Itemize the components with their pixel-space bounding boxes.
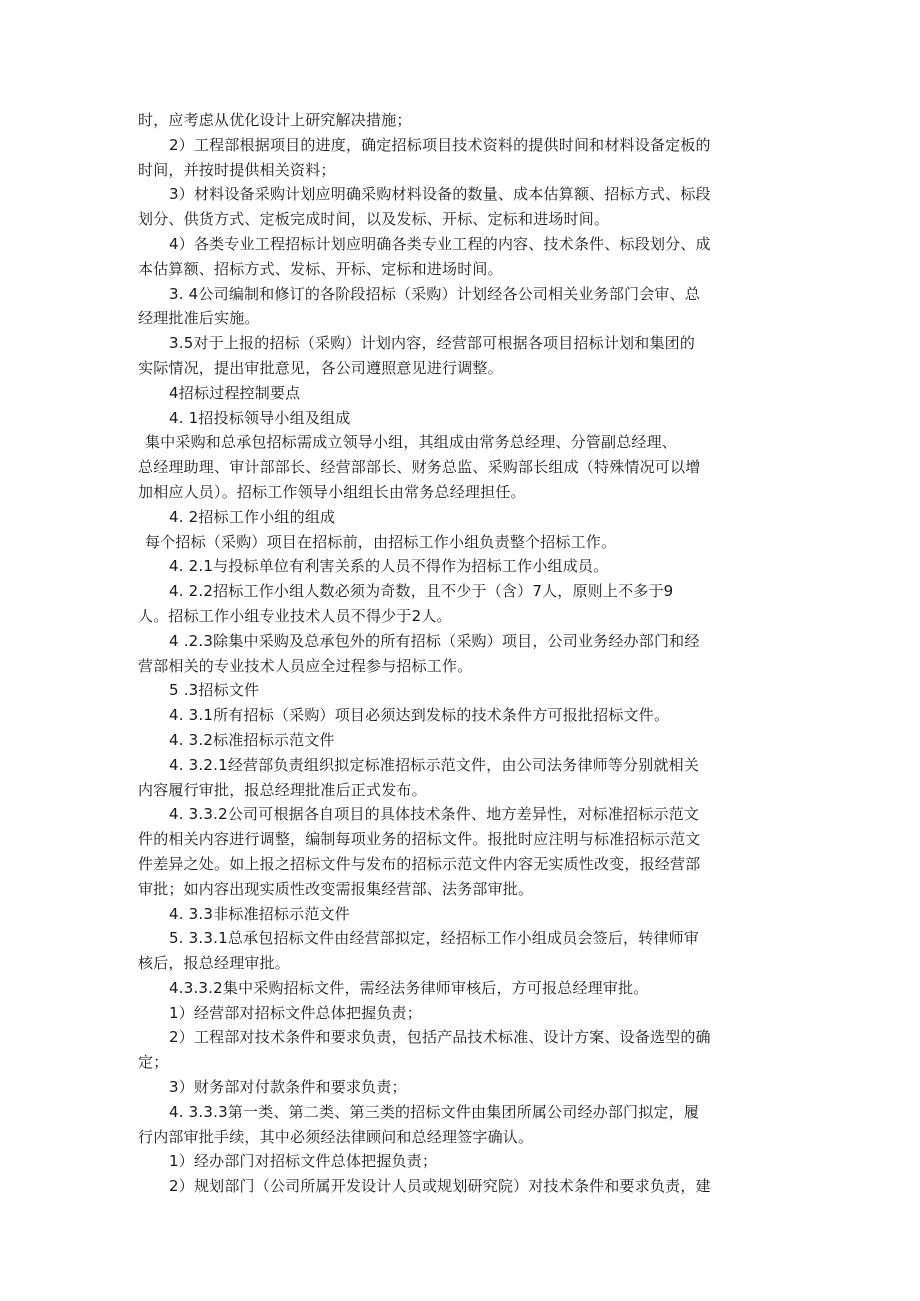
text-line: 1）经营部对招标文件总体把握负责； — [169, 1003, 422, 1022]
text-line: 本估算额、招标方式、发标、开标、定标和进场时间。 — [138, 259, 503, 278]
text-line: 集中采购和总承包招标需成立领导小组，其组成由常务总经理、分管副总经理、 — [145, 433, 678, 452]
text-line: 内容履行审批，报总经理批准后正式发布。 — [138, 780, 427, 799]
text-line: 4. 2.1与投标单位有利害关系的人员不得作为招标工作小组成员。 — [169, 557, 609, 576]
text-line: 2）工程部对技术条件和要求负责，包括产品技术标准、设计方案、设备选型的确 — [169, 1028, 711, 1047]
text-line: 人。招标工作小组专业技术人员不得少于2人。 — [138, 606, 452, 625]
text-line: 件的相关内容进行调整，编制每项业务的招标文件。报批时应注明与标准招标示范文 — [138, 830, 701, 849]
text-line: 经理批准后实施。 — [138, 309, 260, 328]
text-line: 时间，并按时提供相关资料； — [138, 160, 336, 179]
text-line: 4. 3.1所有招标（采购）项目必须达到发标的技术条件方可报批招标文件。 — [169, 706, 670, 725]
text-line: 2）工程部根据项目的进度，确定招标项目技术资料的提供时间和材料设备定板的 — [169, 135, 711, 154]
text-line: 5 .3招标文件 — [169, 681, 260, 700]
text-line: 定； — [138, 1053, 169, 1072]
text-line: 4. 3.2.1经营部负责组织拟定标准招标示范文件，由公司法务律师等分别就相关 — [169, 755, 700, 774]
text-line: 3）材料设备采购计划应明确采购材料设备的数量、成本估算额、招标方式、标段 — [169, 185, 711, 204]
text-line: 时，应考虑从优化设计上研究解决措施； — [138, 111, 412, 129]
text-line: 2）规划部门（公司所属开发设计人员或规划研究院）对技术条件和要求负责，建 — [169, 1177, 711, 1196]
text-line: 3）财务部对付款条件和要求负责； — [169, 1078, 407, 1097]
text-line: 审批；如内容出现实质性改变需报集经营部、法务部审批。 — [138, 879, 534, 898]
text-line: 4 .2.3除集中采购及总承包外的所有招标（采购）项目，公司业务经办部门和经 — [169, 631, 700, 650]
text-line: 核后，报总经理审批。 — [138, 954, 291, 973]
text-line: 4.3.3.2集中采购招标文件，需经法务律师审核后，方可报总经理审批。 — [169, 978, 649, 997]
text-line: 4. 2.2招标工作小组人数必须为奇数，且不少于（含）7人，原则上不多于9 — [169, 582, 674, 601]
text-line: 每个招标（采购）项目在招标前，由招标工作小组负责整个招标工作。 — [145, 532, 617, 551]
text-line: 5. 3.3.1总承包招标文件由经营部拟定，经招标工作小组成员会签后，转律师审 — [169, 929, 700, 948]
text-line: 4. 2招标工作小组的组成 — [169, 507, 336, 526]
text-line: 营部相关的专业技术人员应全过程参与招标工作。 — [138, 656, 473, 675]
text-line: 3.5对于上报的招标（采购）计划内容，经营部可根据各项目招标计划和集团的 — [169, 334, 696, 353]
text-line: 总经理助理、审计部部长、经营部部长、财务总监、采购部长组成（特殊情况可以增 — [138, 458, 701, 477]
text-line: 实际情况，提出审批意见，各公司遵照意见进行调整。 — [138, 358, 503, 377]
text-line: 3. 4公司编制和修订的各阶段招标（采购）计划经各公司相关业务部门会审、总 — [169, 284, 701, 303]
text-line: 件差异之处。如上报之招标文件与发布的招标示范文件内容无实质性改变，报经营部 — [138, 854, 701, 873]
text-line: 4招标过程控制要点 — [169, 383, 301, 402]
text-line: 加相应人员）。招标工作领导小组组长由常务总经理担任。 — [138, 482, 526, 501]
text-line: 4）各类专业工程招标计划应明确各类专业工程的内容、技术条件、标段划分、成 — [169, 234, 711, 253]
text-line: 1）经办部门对招标文件总体把握负责； — [169, 1152, 438, 1171]
text-line: 4. 3.3.3第一类、第二类、第三类的招标文件由集团所属公司经办部门拟定，履 — [169, 1102, 700, 1121]
text-line: 4. 3.2标准招标示范文件 — [169, 730, 335, 749]
text-line: 4. 1招投标领导小组及组成 — [169, 408, 351, 427]
text-line: 4. 3.3非标准招标示范文件 — [169, 904, 350, 923]
document-body — [138, 108, 783, 1199]
text-line: 划分、供货方式、定板完成时间，以及发标、开标、定标和进场时间。 — [138, 210, 610, 229]
text-line: 行内部审批手续，其中必须经法律顾问和总经理签字确认。 — [138, 1127, 534, 1146]
text-line: 4. 3.3.2公司可根据各自项目的具体技术条件、地方差异性，对标准招标示范文 — [169, 805, 700, 824]
